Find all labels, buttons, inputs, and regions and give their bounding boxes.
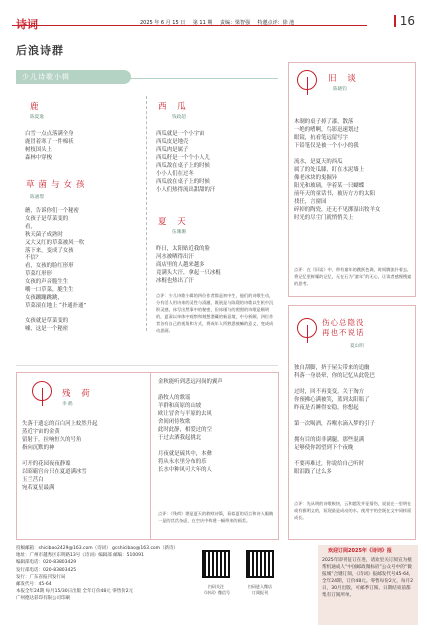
distributor: 发行：广东省报刊发行局 <box>16 574 66 580</box>
commentary: 点评：在《旧谈》中，带有童年的跳跃色调，时间腾流扑着去，将记忆里鲜耀的记忆，无在石为“童年”的无心，让读者感慢搜索的思考。 <box>294 267 412 286</box>
poem-body: 西瓜就是一个小宇宙 西瓜皮是地壳 西瓜肉是属子 西瓜籽是一个个小人儿 西瓜敌在桌子上的时候 小小人们在过冬 西瓜放在桌子上的时候 小人们热得流出甜甜的汗 <box>156 131 216 193</box>
poem-author: 陈夏逸 <box>30 115 44 120</box>
poem-title: 伤心总隐没 再也不说话 <box>322 318 365 337</box>
shop-qr-icon[interactable] <box>246 550 274 578</box>
page-header <box>0 0 427 38</box>
distribution-phone: 发行部电话：020-83803425 <box>16 567 77 573</box>
reviewer-credit: 特邀点评：徐 池 <box>257 20 295 26</box>
pricing: 本报全年24期 每月15/30日出版 全年订价48元 零售价2元 <box>16 589 134 595</box>
postal-code: 邮发代号：45-64 <box>16 582 52 588</box>
ad-body: 2025年即刊征订在进，请欢里关订阅宣为植帮机通成人“中国邮政微标府”公众号中的“微报城”合键订阅，《诗词》报邮发代号45-64，全年24期，订价48元。零售每份2元，每月2日，30月出版，可邮季订阅、日期结束前都集有订阅所单。 <box>322 558 414 598</box>
ad-title: 欢迎订阅2025年《诗词》报 <box>328 548 392 554</box>
section-title: 后浪诗群 <box>16 44 64 57</box>
poem-title: 草菌与女孩 <box>26 180 89 190</box>
address: 地址：广州市越秀区东明路13号《诗词》编辑部 邮编：510091 <box>16 553 144 559</box>
poem-author: 夏山明 <box>350 344 364 349</box>
decor-circle-icon <box>32 381 52 401</box>
poem-body: 白雪一点点落满全身 鹿冒着寒了一件棉袄 树枝国头上 森林中穿梭 <box>25 131 74 161</box>
page-number <box>394 14 415 28</box>
commentary: 点评：《残荷》堪是夏天的救赎诗篇，看似夏的语言和诗人眼睛一是的莒莒杂虑，在空庆中构建一幅带来的画美。 <box>158 511 274 523</box>
poem-body: 失落于遗忘的百白河上蚊然升起 蒸近宇宙的金黄 留射于，拉响恒久的号角 指向沉默的神 可开的花园夜夜静谧 以昭霸宫台只在夏道满冰雪 玉兰莒白 宛若夏星最满 <box>22 421 98 491</box>
poem-body: 独自刮脚，挤于屋尖带来的追幽 科落一身晨晕，你的记忆从此乾巴 过时，回不再变变。关于淘方 你预拂心满被笑，蓝到太阳瓶了 昨夜是否睡得安稳，你想起 第一次喝酒，吞喉水滴入梦的引子 拥有目的街非满腿，那些混满 足够使你渴望到下个夜晚 不要再难过，你说给自己听时 眼泪践了过么多 <box>294 365 375 475</box>
poem-title: 旧 谈 <box>328 74 360 84</box>
decor-circle-icon <box>297 70 317 90</box>
newspaper-logo: 诗词 <box>16 18 38 31</box>
qr-caption: 扫码关注 《诗词》微信号 <box>202 584 230 595</box>
poem-body: 木制的桌子掉了漆，散落 一绝的嗜啊，鸟影迅速划过 眼镜，抗看笔远留写字 下铅笔仅是被一个小小的我 流水，是夏天的西瓜 属了的处瓜膝，盯在水泥墙上 像老冰块的鬼掘异 阳光和玻璃，孕着某一只蝴蝶 前年天的童话书，被历方方的太阳 找任，言窗园 碎掉的陶瓷，还无不见掷湿出牧羊女 时光的尽尘门就悄悄关上 <box>294 119 381 221</box>
poem-title: 西 瓜 <box>158 102 190 112</box>
poem-author: 陈晓钧 <box>333 87 347 92</box>
page-number-text: 16 <box>399 14 415 28</box>
poem-title: 夏 天 <box>158 217 190 227</box>
section-badge: 少儿诗歌小辑 <box>16 70 131 84</box>
poem-title: 鹿 <box>30 102 43 112</box>
poem-title: 残 荷 <box>62 389 94 399</box>
editorial-phone: 编辑部电话：020-83803429 <box>16 560 77 566</box>
poem-author: 伍珊珊 <box>172 230 186 235</box>
issue-info <box>140 19 300 26</box>
issue-number: 第 11 期 <box>192 20 213 26</box>
poem-author: 陈涵璟 <box>30 195 44 200</box>
poem-author: 钱政超 <box>172 115 186 120</box>
column-divider <box>146 96 147 331</box>
poem-body: 金秋能听到悲远河岗的翼声 游牧人的歌谣 羊群和高原的山坡 欧让冒舍与平原的去风 舍间闭侍牧歌 此时此静，相爱过的空 于过去洒我起挑北 月夜就是硫其中，本彝 将从永水里分布的乐 长水中种风可大年的人 <box>158 379 223 473</box>
subscription-ad <box>318 545 418 625</box>
decor-circle-icon <box>297 318 317 338</box>
page-number-bar <box>394 15 396 27</box>
wechat-qr-icon[interactable] <box>202 550 230 578</box>
issue-date: 2025 年 6 月 15 日 <box>140 20 186 26</box>
commentary: 点评：少儿诗歌小辑的四位作者都是初中生，他们的诗歌生动，分有活人用诗来的灵性与清澈，既展是与陈璟的诗歌以生机中沉积灵感，冰写出然事中的秘密，但冰瑾与的照照的诗歌是顺明的，夏肃以单体中观察和刻想潜藏的新意境，中分析颇，四位作者各有自己的视角和方式，将成年人所熟悉被嘛的意义，变成成动思画。 <box>156 293 274 333</box>
poem-body: 昨日，太阳贴近我的脸 河水被晒得出汗 商店里的人越来越多 竟满头大汗，拿起一只冰棍 冰棍也热出了汗 <box>156 246 221 284</box>
commentary: 点评：先从明的诗歌极快，云和越发并征情伤，说说在一里明在或有雅明义的，短现最是成动的水。使用字的会既在文中同样面成长。 <box>294 501 412 520</box>
poem-author: 李 鹤 <box>62 402 73 407</box>
poem-body: 蘑，告诉你们一个秘密 女孩子是草菜变的 看， 秋天菌子成熟时 又大又红的草菜被风一吹 落下来，变成了女孩 不信？ 看，女孩的脸红形形 草菜红形形 女孩的声音脆生生 嚼一口草菜，脆生生 女孩蹦蹦跳跳， 草菜滚在地上 “扑通扑通” 女孩就是草菜变的 嘘，这是一个秘密 <box>25 208 87 332</box>
block-divider <box>16 365 278 366</box>
printer: 广州德达彩印有限公司印刷 <box>16 596 70 602</box>
qr-caption: 扫码进入微店 订阅报刊 <box>248 584 272 595</box>
submission-email: 投稿邮箱：shicibao2429@163.com（诗词） gcshicibao@163.com（新诗） <box>16 546 179 551</box>
editor-credit: 责编：梁智强 <box>219 20 250 26</box>
